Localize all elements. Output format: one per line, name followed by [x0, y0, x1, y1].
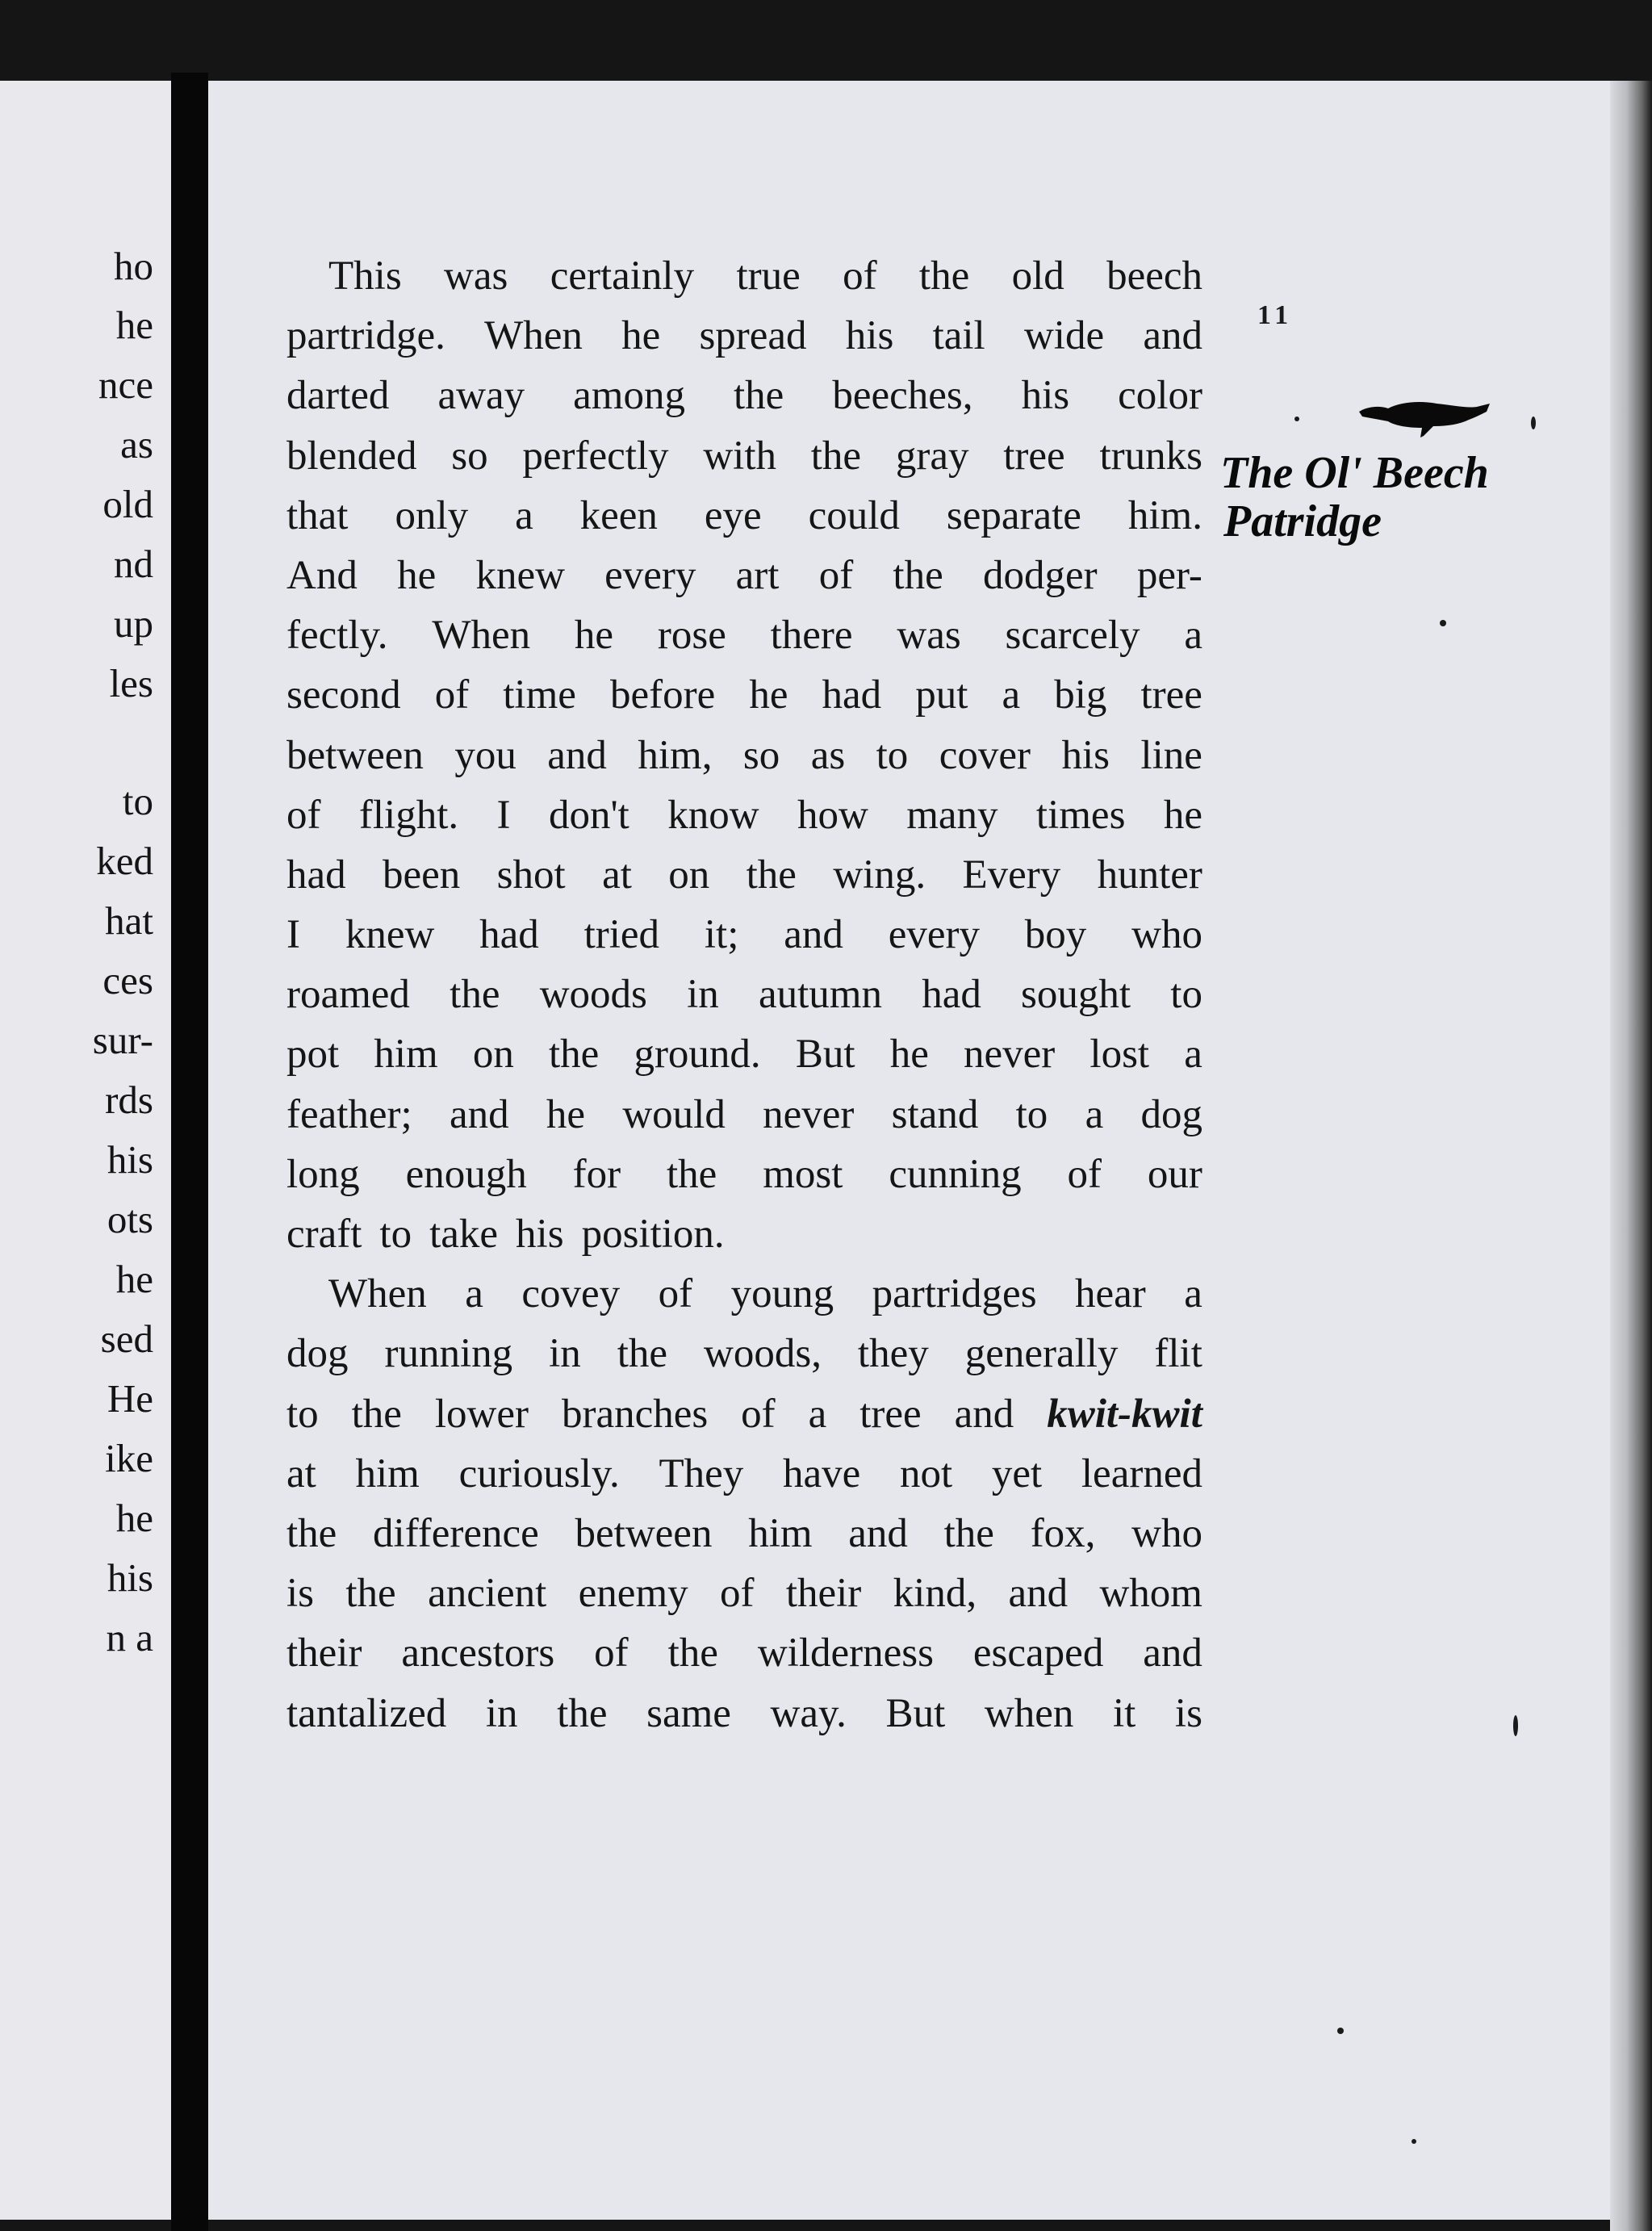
word: who [1131, 1510, 1202, 1556]
word: the [810, 433, 862, 479]
word: This [328, 253, 402, 299]
text-line [286, 1085, 1202, 1145]
word: difference [373, 1510, 539, 1556]
word: their [286, 1630, 362, 1676]
text-line [286, 1684, 1202, 1743]
text-line [286, 845, 1202, 905]
text-line [286, 1384, 1202, 1444]
word: to [379, 1212, 412, 1257]
word: of [719, 1571, 755, 1617]
word: he [749, 672, 788, 718]
word: a [1184, 1271, 1202, 1317]
scan-speck [1513, 1715, 1518, 1736]
word: is [286, 1571, 315, 1617]
word: the [286, 1510, 337, 1556]
scan-speck [1294, 416, 1299, 421]
word: and [547, 732, 607, 778]
word: the [734, 373, 784, 419]
word: blended [286, 433, 417, 479]
word: rose [657, 613, 726, 659]
body-text [286, 246, 1202, 1743]
word: a [1184, 1032, 1202, 1078]
text-line [286, 785, 1202, 845]
word: of [818, 552, 854, 598]
text-line [286, 905, 1202, 965]
scan-speck [1531, 416, 1536, 429]
scan-speck [1412, 2139, 1416, 2144]
word: a [1002, 672, 1021, 718]
word: I [286, 912, 300, 958]
word: for [572, 1151, 621, 1197]
word: had [286, 852, 346, 898]
word: boy [1024, 912, 1087, 958]
word: the [893, 552, 943, 598]
word: fox, [1030, 1510, 1096, 1556]
word: knew [475, 552, 565, 598]
word: keen [579, 492, 658, 538]
word: would [622, 1091, 726, 1137]
facing-page-fragment: ots [107, 1197, 153, 1241]
word: and [1008, 1571, 1069, 1617]
word: line [1140, 732, 1202, 778]
word: him [374, 1032, 438, 1078]
text-line [286, 1444, 1202, 1504]
word: between [575, 1510, 713, 1556]
word: woods, [704, 1331, 822, 1377]
word: flit [1154, 1331, 1202, 1377]
word: as [810, 732, 846, 778]
word: trunks [1099, 433, 1202, 479]
word: him, [638, 732, 713, 778]
word: big [1054, 672, 1107, 718]
word: partridge. [286, 313, 445, 359]
word: his [1061, 732, 1110, 778]
word: so [451, 433, 488, 479]
word: wide [1023, 313, 1105, 359]
word: hear [1075, 1271, 1146, 1317]
word: tree [1003, 433, 1065, 479]
word: at [602, 852, 632, 898]
facing-page-fragment: les [109, 661, 153, 705]
text-line [286, 486, 1202, 546]
facing-page-fragment: hat [105, 898, 153, 943]
text-line [286, 1504, 1202, 1563]
word: escaped [972, 1630, 1104, 1676]
word: to [1170, 972, 1202, 1018]
word: separate [946, 492, 1081, 538]
word: beech [1106, 253, 1202, 299]
word: every [888, 912, 980, 958]
word: the [918, 253, 970, 299]
word: Every [962, 852, 1061, 898]
page-number: 11 [1257, 300, 1294, 330]
word: the [450, 972, 500, 1018]
word: our [1147, 1151, 1202, 1197]
word: young [730, 1271, 834, 1317]
text-line [286, 726, 1202, 785]
word: the [345, 1571, 396, 1617]
word: a [515, 492, 533, 538]
facing-page-fragment: sur- [92, 1018, 153, 1062]
partridge-silhouette-icon [1356, 394, 1493, 442]
word: But [795, 1032, 855, 1078]
word: and [954, 1391, 1014, 1437]
word: of [658, 1271, 693, 1317]
text-line [286, 1324, 1202, 1383]
word: They [659, 1450, 744, 1496]
word: scarcely [1005, 613, 1140, 659]
word: to [286, 1391, 319, 1437]
word: been [383, 852, 461, 898]
word: him [355, 1450, 420, 1496]
word: a [465, 1271, 483, 1317]
word: their [785, 1571, 862, 1617]
word: pot [286, 1032, 340, 1078]
text-line [286, 605, 1202, 665]
word: lost [1089, 1032, 1150, 1078]
word: dodger [982, 552, 1098, 598]
word: his [845, 313, 894, 359]
word: wing. [833, 852, 926, 898]
facing-page-fragment: he [115, 1257, 153, 1301]
word: had [922, 972, 981, 1018]
word: had [479, 912, 539, 958]
word: his [516, 1212, 564, 1257]
word: never [763, 1091, 855, 1137]
word: the [943, 1510, 994, 1556]
word: learned [1081, 1450, 1202, 1496]
word: on [668, 852, 710, 898]
word: and [1143, 1630, 1202, 1676]
word: of [1067, 1151, 1102, 1197]
word: to [876, 732, 909, 778]
scan-speck [1440, 620, 1446, 626]
word: per- [1136, 552, 1202, 598]
word: the [617, 1331, 668, 1377]
facing-page-fragment: ked [96, 839, 153, 883]
word: When [484, 313, 583, 359]
word: true [736, 253, 801, 299]
text-line [286, 366, 1202, 425]
running-header-line-2: Patridge [1223, 496, 1382, 546]
text-line [286, 1204, 1202, 1264]
word: long [286, 1151, 360, 1197]
word: between [286, 732, 424, 778]
word: away [437, 373, 525, 419]
scan-speck [1337, 2028, 1344, 2034]
facing-page-fragment: old [102, 482, 153, 526]
word: When [328, 1271, 427, 1317]
word: tantalized [286, 1690, 447, 1736]
word: the [667, 1151, 717, 1197]
text-line [286, 1623, 1202, 1683]
word: many [906, 792, 998, 838]
word: time [503, 672, 576, 718]
text-line [286, 1563, 1202, 1623]
facing-page-fragment: sed [100, 1316, 153, 1361]
word: put [915, 672, 968, 718]
text-line [286, 1264, 1202, 1324]
word: he [574, 613, 614, 659]
word: perfectly [522, 433, 669, 479]
facing-page-fragment: to [122, 779, 153, 823]
facing-page-fragment: nd [114, 542, 153, 586]
word: never [963, 1032, 1056, 1078]
word: kwit-kwit [1047, 1391, 1202, 1437]
text-line [286, 426, 1202, 486]
running-header-line-1: The Ol' Beech [1220, 448, 1489, 498]
facing-page-fragment: ike [105, 1436, 153, 1480]
word: and [450, 1091, 509, 1137]
word: kind, [893, 1571, 977, 1617]
word: so [742, 732, 780, 778]
word: he [1163, 792, 1202, 838]
word: don't [548, 792, 629, 838]
word: he [546, 1091, 586, 1137]
word: the [746, 852, 797, 898]
word: color [1118, 373, 1202, 419]
word: know [667, 792, 759, 838]
text-line [286, 1024, 1202, 1084]
word: before [610, 672, 716, 718]
word: enough [405, 1151, 527, 1197]
word: was [897, 613, 961, 659]
word: When [432, 613, 531, 659]
word: and [784, 912, 843, 958]
word: same [646, 1690, 731, 1736]
facing-page-fragment: rds [105, 1078, 153, 1122]
facing-page-fragment: n a [106, 1615, 153, 1660]
word: to [1015, 1091, 1048, 1137]
word: not [900, 1450, 953, 1496]
word: tree [859, 1391, 922, 1437]
word: of [286, 792, 321, 838]
word: way. [770, 1690, 847, 1736]
word: could [808, 492, 900, 538]
word: flight. [358, 792, 459, 838]
text-line [286, 246, 1202, 306]
facing-page-fragment: his [107, 1555, 153, 1600]
word: woods [539, 972, 647, 1018]
text-line [286, 965, 1202, 1024]
word: sought [1021, 972, 1131, 1018]
word: branches [561, 1391, 709, 1437]
word: they [857, 1331, 929, 1377]
word: gray [895, 433, 969, 479]
facing-page-fragment: he [115, 1496, 153, 1540]
word: beeches, [832, 373, 973, 419]
word: have [783, 1450, 861, 1496]
word: cover [939, 732, 1031, 778]
word: tried [583, 912, 660, 958]
word: autumn [758, 972, 882, 1018]
word: a [808, 1391, 827, 1437]
word: craft [286, 1212, 362, 1257]
word: the [548, 1032, 600, 1078]
word: every [604, 552, 696, 598]
word: there [770, 613, 853, 659]
word: dog [286, 1331, 349, 1377]
word: you [454, 732, 517, 778]
word: fectly. [286, 613, 388, 659]
word: his [1021, 373, 1070, 419]
word: enemy [578, 1571, 688, 1617]
word: was [444, 253, 508, 299]
word: eye [704, 492, 762, 538]
word: of [741, 1391, 776, 1437]
word: But [885, 1690, 946, 1736]
word: times [1035, 792, 1126, 838]
word: among [573, 373, 685, 419]
page-edge-shadow [1610, 81, 1652, 2231]
word: ground. [634, 1032, 761, 1078]
word: hunter [1097, 852, 1202, 898]
word: And [286, 552, 358, 598]
word: shot [496, 852, 566, 898]
word: of [434, 672, 470, 718]
word: ancestors [401, 1630, 555, 1676]
word: darted [286, 373, 390, 419]
word: in [549, 1331, 581, 1377]
word: is [1174, 1690, 1202, 1736]
word: it [1112, 1690, 1136, 1736]
word: him. [1127, 492, 1202, 538]
book-gutter [171, 73, 208, 2231]
word: when [984, 1690, 1074, 1736]
word: most [763, 1151, 843, 1197]
text-line [286, 546, 1202, 605]
word: running [384, 1331, 513, 1377]
word: curiously. [458, 1450, 620, 1496]
word: covey [521, 1271, 621, 1317]
word: who [1131, 912, 1202, 958]
word: cunning [889, 1151, 1022, 1197]
facing-page-fragment: he [115, 303, 153, 347]
word: spread [699, 313, 807, 359]
word: whom [1099, 1571, 1202, 1617]
word: of [594, 1630, 629, 1676]
word: position. [581, 1212, 725, 1257]
word: old [1011, 253, 1064, 299]
word: him [748, 1510, 813, 1556]
word: at [286, 1450, 316, 1496]
word: and [1143, 313, 1202, 359]
word: that [286, 492, 349, 538]
word: I [496, 792, 511, 838]
word: roamed [286, 972, 410, 1018]
word: in [485, 1690, 518, 1736]
word: of [843, 253, 877, 299]
word: knew [345, 912, 435, 958]
word: partridges [872, 1271, 1037, 1317]
word: a [1085, 1091, 1104, 1137]
facing-page-fragment: up [114, 601, 153, 646]
facing-page-fragment: nce [98, 362, 153, 407]
facing-page-fragment: ho [114, 244, 153, 288]
facing-page-fragment: his [107, 1137, 153, 1182]
word: feather; [286, 1091, 412, 1137]
word: tree [1140, 672, 1202, 718]
word: only [395, 492, 469, 538]
word: wilderness [757, 1630, 934, 1676]
word: on [472, 1032, 514, 1078]
word: with [703, 433, 776, 479]
word: yet [991, 1450, 1043, 1496]
word: it; [704, 912, 739, 958]
word: stand [891, 1091, 979, 1137]
word: tail [932, 313, 985, 359]
text-line [286, 306, 1202, 366]
facing-page-fragment: ces [102, 958, 153, 1002]
word: had [822, 672, 882, 718]
facing-page-fragment: He [107, 1376, 153, 1421]
word: a [1184, 613, 1202, 659]
running-header [1220, 449, 1527, 546]
word: lower [434, 1391, 529, 1437]
text-line [286, 1145, 1202, 1204]
word: he [397, 552, 437, 598]
word: he [889, 1032, 929, 1078]
text-line [286, 665, 1202, 725]
word: take [429, 1212, 499, 1257]
word: generally [964, 1331, 1119, 1377]
word: how [797, 792, 868, 838]
word: the [557, 1690, 608, 1736]
word: and [848, 1510, 908, 1556]
facing-page-fragment: as [120, 422, 153, 467]
word: in [687, 972, 719, 1018]
word: certainly [550, 253, 695, 299]
word: the [351, 1391, 402, 1437]
word: art [735, 552, 780, 598]
word: ancient [428, 1571, 547, 1617]
word: he [621, 313, 661, 359]
word: dog [1140, 1091, 1202, 1137]
word: second [286, 672, 401, 718]
word: the [667, 1630, 718, 1676]
